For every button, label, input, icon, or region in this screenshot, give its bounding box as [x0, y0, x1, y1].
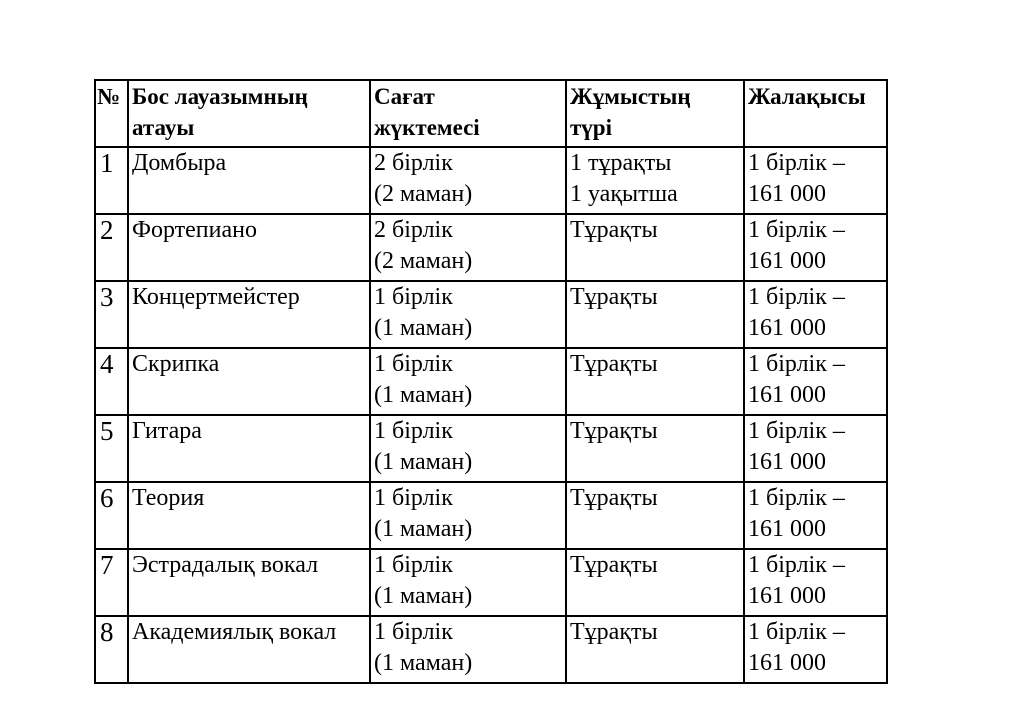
salary: 1 бірлік – 161 000 [744, 147, 887, 214]
header-work-type: Жұмыстың түрі [566, 80, 744, 147]
table-row [95, 147, 887, 214]
salary: 1 бірлік – 161 000 [744, 281, 887, 348]
position-name: Домбыра [128, 147, 370, 214]
table-row [95, 281, 887, 348]
work-type: Тұрақты [566, 281, 744, 348]
row-number: 6 [95, 482, 128, 549]
table-row [95, 415, 887, 482]
row-number: 4 [95, 348, 128, 415]
work-type: 1 тұрақты 1 уақытша [566, 147, 744, 214]
work-type: Тұрақты [566, 348, 744, 415]
position-name: Фортепиано [128, 214, 370, 281]
salary: 1 бірлік – 161 000 [744, 348, 887, 415]
salary: 1 бірлік – 161 000 [744, 549, 887, 616]
header-hours-load: Сағат жүктемесі [370, 80, 566, 147]
row-number: 7 [95, 549, 128, 616]
vacancy-table [94, 79, 888, 684]
hours-load: 1 бірлік (1 маман) [370, 549, 566, 616]
salary: 1 бірлік – 161 000 [744, 214, 887, 281]
row-number: 2 [95, 214, 128, 281]
header-position-name: Бос лауазымның атауы [128, 80, 370, 147]
hours-load: 1 бірлік (1 маман) [370, 281, 566, 348]
table-header-row [95, 80, 887, 147]
row-number: 1 [95, 147, 128, 214]
position-name: Концертмейстер [128, 281, 370, 348]
row-number: 3 [95, 281, 128, 348]
hours-load: 1 бірлік (1 маман) [370, 482, 566, 549]
position-name: Эстрадалық вокал [128, 549, 370, 616]
table-row [95, 616, 887, 683]
table-row [95, 549, 887, 616]
hours-load: 1 бірлік (1 маман) [370, 415, 566, 482]
table-row [95, 348, 887, 415]
hours-load: 1 бірлік (1 маман) [370, 616, 566, 683]
hours-load: 1 бірлік (1 маман) [370, 348, 566, 415]
hours-load: 2 бірлік (2 маман) [370, 214, 566, 281]
position-name: Гитара [128, 415, 370, 482]
header-number: № [95, 80, 128, 147]
position-name: Теория [128, 482, 370, 549]
position-name: Скрипка [128, 348, 370, 415]
table-row [95, 214, 887, 281]
row-number: 8 [95, 616, 128, 683]
salary: 1 бірлік – 161 000 [744, 482, 887, 549]
salary: 1 бірлік – 161 000 [744, 616, 887, 683]
hours-load: 2 бірлік (2 маман) [370, 147, 566, 214]
row-number: 5 [95, 415, 128, 482]
work-type: Тұрақты [566, 415, 744, 482]
position-name: Академиялық вокал [128, 616, 370, 683]
work-type: Тұрақты [566, 616, 744, 683]
work-type: Тұрақты [566, 549, 744, 616]
salary: 1 бірлік – 161 000 [744, 415, 887, 482]
work-type: Тұрақты [566, 214, 744, 281]
header-salary: Жалақысы [744, 80, 887, 147]
work-type: Тұрақты [566, 482, 744, 549]
table-row [95, 482, 887, 549]
